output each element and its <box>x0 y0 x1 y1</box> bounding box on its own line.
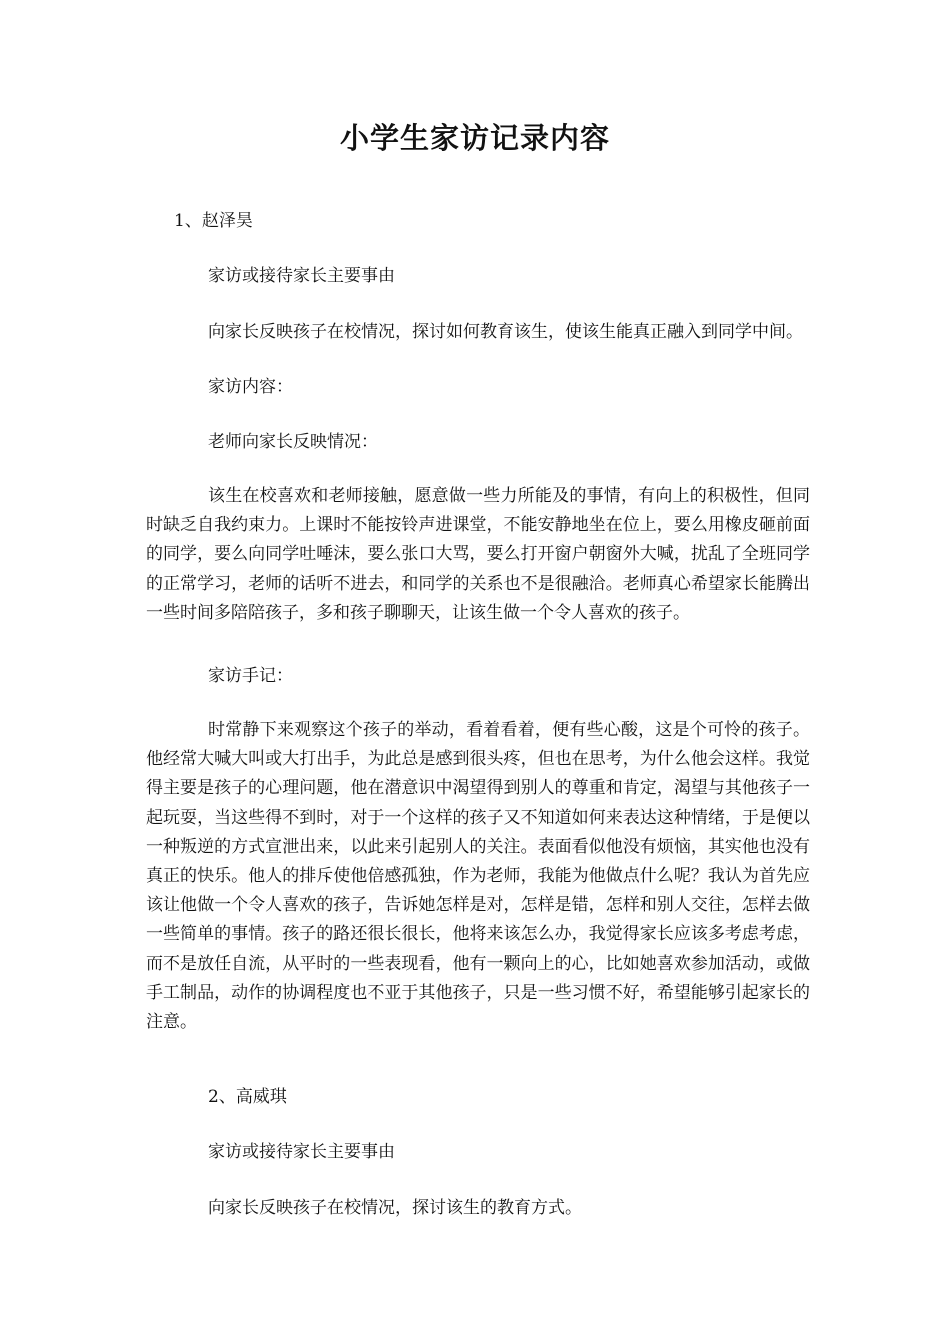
section-2-heading: 2、高威琪 <box>208 1087 287 1107</box>
section-1-heading: 1、赵泽昊 <box>174 211 253 231</box>
document-title: 小学生家访记录内容 <box>339 121 610 155</box>
section-1-reason-label: 家访或接待家长主要事由 <box>208 266 395 286</box>
section-2-reason-text: 向家长反映孩子在校情况，探讨该生的教育方式。 <box>208 1198 582 1218</box>
section-1-notes-label: 家访手记： <box>208 666 293 686</box>
section-1-reason-text: 向家长反映孩子在校情况，探讨如何教育该生，使该生能真正融入到同学中间。 <box>208 322 803 342</box>
section-1-content-label: 家访内容： <box>208 377 293 397</box>
section-2-reason-label: 家访或接待家长主要事由 <box>208 1142 395 1162</box>
section-1-report-label: 老师向家长反映情况： <box>208 432 378 452</box>
section-1-notes-paragraph: 时常静下来观察这个孩子的举动，看着看着，便有些心酸，这是个可怜的孩子。他经常大喊大叫或大打出手，为此总是感到很头疼，但也在思考，为什么他会这样。我觉得主要是孩子的心理问题，他在潜意识中渴望得到别人的尊重和肯定，渴望与其他孩子一起玩耍，当这些得不到时，对于一个这样的孩子又不知道如何来表达这种情绪，于是便以一种叛逆的方式宣泄出来，以此来引起别人的关注。表面看似他没有烦恼，其实他也没有真正的快乐。他人的排斥使他倍感孤独，作为老师，我能为他做点什么呢？我认为首先应该让他做一个令人喜欢的孩子，告诉她怎样是对，怎样是错，怎样和别人交往，怎样去做一些简单的事情。孩子的路还很长很长，他将来该怎么办，我觉得家长应该多考虑考虑，而不是放任自流，从平时的一些表现看，他有一颗向上的心，比如她喜欢参加活动，或做手工制品，动作的协调程度也不亚于其他孩子，只是一些习惯不好，希望能够引起家长的注意。 <box>146 720 810 1033</box>
section-1-report-paragraph: 该生在校喜欢和老师接触，愿意做一些力所能及的事情，有向上的积极性，但同时缺乏自我约束力。上课时不能按铃声进课堂，不能安静地坐在位上，要么用橡皮砸前面的同学，要么向同学吐唾沫，要么张口大骂，要么打开窗户朝窗外大喊，扰乱了全班同学的正常学习，老师的话听不进去，和同学的关系也不是很融洽。老师真心希望家长能腾出一些时间多陪陪孩子，多和孩子聊聊天，让该生做一个令人喜欢的孩子。 <box>146 486 810 623</box>
